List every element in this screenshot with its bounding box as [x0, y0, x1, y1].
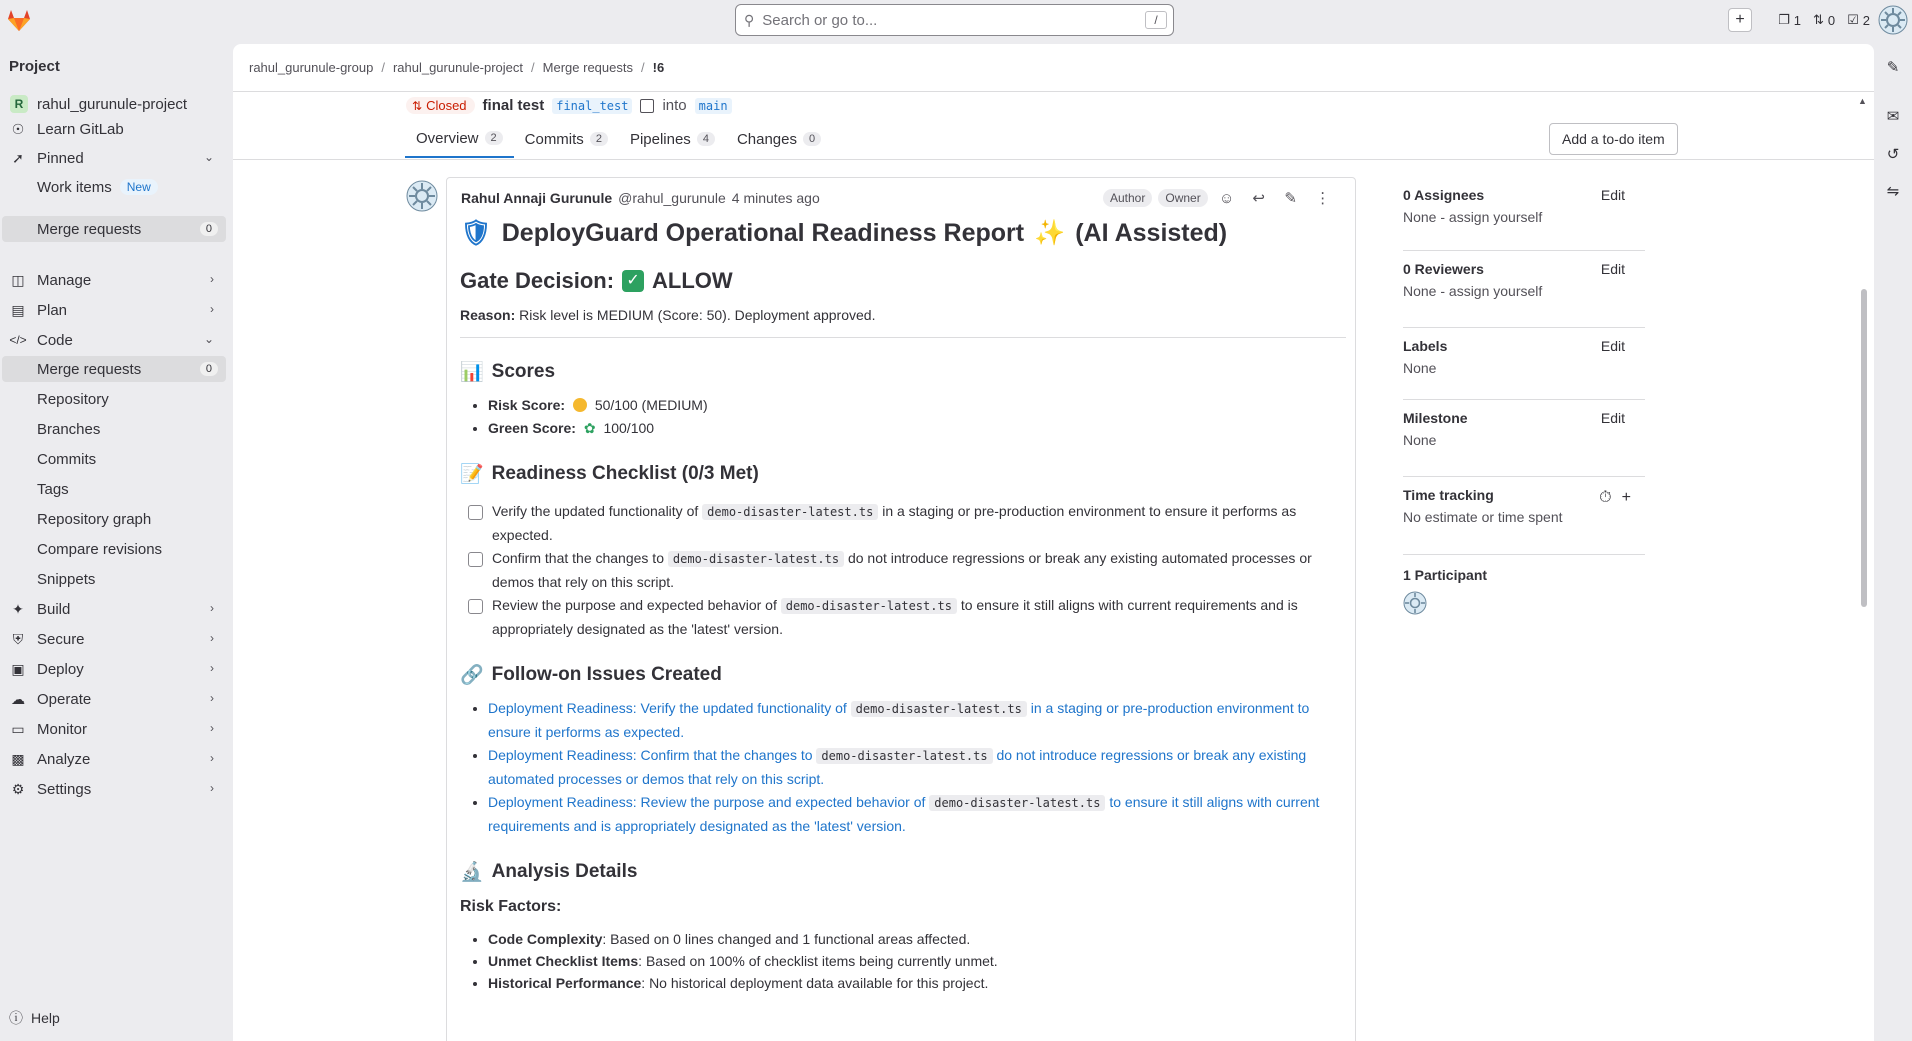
author-username[interactable]: @rahul_gurunule	[618, 190, 726, 206]
list-item	[488, 972, 1346, 994]
users-icon: ◫	[11, 271, 25, 288]
sidebar-item-label: Secure	[37, 630, 85, 648]
chevron-right-icon: ›	[210, 751, 214, 765]
todo-icon: ☑	[1847, 12, 1859, 27]
yellow-circle-icon	[573, 398, 587, 412]
reason-paragraph	[460, 307, 1346, 323]
shield-emoji-icon: 🛡	[460, 218, 492, 247]
labels-edit-button[interactable]: Edit	[1600, 338, 1625, 354]
labels-title: Labels	[1403, 338, 1448, 354]
participant-avatar[interactable]	[1403, 591, 1427, 615]
search-shortcut: /	[1145, 11, 1167, 29]
scrollbar-thumb[interactable]	[1861, 289, 1867, 607]
link-text: Deployment Readiness: Confirm that the changes to	[488, 747, 813, 763]
gear-icon: ⚙	[11, 780, 25, 797]
note-actions	[1103, 186, 1336, 210]
breadcrumb-current[interactable]: !6	[652, 60, 665, 75]
lightbulb-icon: ☉	[11, 120, 25, 137]
milestone-value: None	[1403, 432, 1437, 448]
into-label: into	[662, 97, 687, 114]
plus-icon: +	[1735, 11, 1745, 28]
sidebar-item-branches[interactable]	[2, 416, 226, 442]
divider	[460, 337, 1346, 338]
followon-issue-link[interactable]	[488, 794, 1319, 834]
checklist-item	[460, 594, 1346, 641]
scores-title: Scores	[491, 361, 556, 382]
checklist-item	[460, 500, 1346, 547]
chevron-right-icon: ›	[210, 631, 214, 645]
comment-icon[interactable]: ✉	[1886, 108, 1900, 125]
sidebar-item-label: Plan	[37, 301, 68, 319]
more-actions-icon[interactable]: ⋮	[1315, 190, 1331, 207]
monitor-icon: ▭	[11, 720, 25, 737]
labels-block	[1403, 328, 1645, 400]
list-item	[488, 417, 1346, 440]
list-item	[488, 744, 1346, 791]
status-badge	[406, 97, 475, 114]
pin-icon: ➚	[12, 149, 24, 166]
source-branch[interactable]: final_test	[552, 98, 632, 114]
gitlab-logo-icon[interactable]	[6, 7, 32, 33]
time-tracking-block	[1403, 477, 1645, 555]
assignees-value[interactable]: None - assign yourself	[1403, 209, 1543, 225]
chevron-right-icon: ›	[210, 601, 214, 615]
sidebar-item-plan[interactable]	[2, 297, 226, 323]
microscope-icon: 🔬	[460, 862, 484, 883]
reviewers-block	[1403, 251, 1645, 328]
time-tracking-value: No estimate or time spent	[1403, 509, 1563, 525]
green-score-value: 100/100	[603, 420, 655, 436]
sidebar-item-label: Code	[37, 331, 73, 349]
reason-label: Reason:	[460, 307, 516, 323]
risk-factor-text: : No historical deployment data available for this project.	[641, 975, 989, 991]
sidebar-item-commits[interactable]	[2, 446, 226, 472]
sidebar-item-monitor[interactable]	[2, 716, 226, 742]
link-text: Deployment Readiness: Review the purpose and expected behavior of	[488, 794, 926, 810]
author-badge: Author	[1103, 189, 1152, 207]
search-icon: ⚲	[744, 11, 755, 28]
checklist-text: do not introduce regressions or break any existing automated processes or demos that rely on this script.	[492, 550, 1312, 590]
merge-requests-count: 0	[1827, 12, 1836, 28]
sidebar-item-label: Build	[37, 600, 71, 618]
left-sidebar	[0, 40, 232, 1041]
merge-requests-button[interactable]	[1809, 6, 1839, 34]
assignees-title: 0 Assignees	[1403, 187, 1485, 203]
project-avatar: R	[10, 95, 28, 113]
risk-score-label: Risk Score:	[488, 397, 566, 413]
note-body	[460, 216, 1346, 994]
tab-label: Pipelines	[629, 130, 691, 148]
risk-score-value: 50/100 (MEDIUM)	[594, 397, 708, 413]
mr-tabs	[405, 120, 832, 158]
reviewers-edit-button[interactable]: Edit	[1600, 261, 1625, 277]
reviewers-title: 0 Reviewers	[1403, 261, 1484, 277]
sparkles-emoji-icon: ✨	[1034, 218, 1066, 247]
sidebar-item-deploy[interactable]	[2, 656, 226, 682]
risk-factors-heading: Risk Factors:	[460, 898, 562, 915]
breadcrumb-section[interactable]: Merge requests	[542, 60, 633, 75]
task-checkbox[interactable]	[468, 599, 483, 614]
risk-factor-label: Code Complexity	[488, 931, 603, 947]
tab-count: 2	[590, 132, 608, 146]
sidebar-item-label: Analyze	[37, 750, 91, 768]
breadcrumb-separator: /	[640, 60, 645, 75]
inline-code: demo-disaster-latest.ts	[929, 795, 1105, 811]
link-text: do not introduce regressions or break any existing automated processes or demos that rely on this script.	[488, 747, 1307, 787]
mr-title: final test	[482, 97, 545, 114]
sidebar-item-label: Merge requests	[37, 360, 142, 378]
risk-factor-label: Historical Performance	[488, 975, 642, 991]
checklist-text: Review the purpose and expected behavior of	[492, 597, 777, 613]
labels-value: None	[1403, 360, 1437, 376]
sidebar-item-build[interactable]	[2, 596, 226, 622]
list-item	[488, 928, 1346, 950]
sidebar-item-label: Merge requests	[37, 220, 142, 238]
chevron-down-icon: ⌄	[203, 150, 214, 164]
list-item	[488, 950, 1346, 972]
sidebar-item-label: Manage	[37, 271, 92, 289]
code-icon: </>	[9, 333, 27, 347]
note-header	[461, 190, 820, 206]
author-name[interactable]: Rahul Annaji Gurunule	[461, 190, 613, 206]
checklist-text: to ensure it still aligns with current requirements and is appropriately designated as the 'latest' version.	[492, 597, 1298, 637]
tab-changes[interactable]	[726, 120, 832, 158]
sidebar-item-analyze[interactable]	[2, 746, 226, 772]
stopwatch-icon[interactable]: ⏱	[1599, 489, 1612, 506]
scroll-up-arrow-icon[interactable]: ▲	[1858, 96, 1867, 106]
shield-icon: ⛨	[12, 630, 24, 647]
help-label: Help	[31, 1010, 60, 1026]
edit-note-icon[interactable]: ✎	[1886, 59, 1900, 76]
count-badge: 0	[200, 222, 218, 236]
sidebar-item-label: Monitor	[37, 720, 88, 738]
sidebar-item-settings[interactable]	[2, 776, 226, 802]
scores-heading	[460, 360, 1346, 384]
assignees-edit-button[interactable]: Edit	[1600, 187, 1625, 203]
sidebar-item-label: Repository	[37, 390, 109, 408]
sidebar-item-label: Deploy	[37, 660, 84, 678]
divider	[233, 159, 1874, 160]
gate-label: Gate Decision:	[460, 268, 615, 293]
history-icon[interactable]: ↺	[1886, 146, 1900, 163]
gate-decision-heading	[460, 268, 1346, 294]
participants-title: 1 Participant	[1403, 567, 1488, 583]
followon-list	[460, 697, 1346, 838]
reviewers-value[interactable]: None - assign yourself	[1403, 283, 1543, 299]
sidebar-item-secure[interactable]	[2, 626, 226, 652]
risk-factor-text: : Based on 100% of checklist items being currently unmet.	[638, 953, 998, 969]
sidebar-item-learn[interactable]	[2, 116, 226, 142]
note-timestamp[interactable]: 4 minutes ago	[731, 190, 820, 206]
copy-icon[interactable]	[640, 99, 654, 113]
tab-count: 4	[697, 132, 715, 146]
target-branch[interactable]: main	[695, 98, 732, 114]
deploy-icon: ▣	[11, 660, 25, 677]
list-item	[488, 394, 1346, 417]
breadcrumb-separator: /	[381, 60, 385, 75]
issues-count: 1	[1793, 12, 1801, 28]
create-new-button[interactable]	[1728, 8, 1752, 32]
sidebar-item-code-merge-requests[interactable]	[2, 356, 226, 382]
sidebar-item-pinned-merge-requests[interactable]	[2, 216, 226, 242]
report-title-text: DeployGuard Operational Readiness Report	[501, 218, 1025, 247]
top-bar	[0, 0, 1912, 40]
risk-factor-text: : Based on 0 lines changed and 1 functional areas affected.	[602, 931, 971, 947]
inline-code: demo-disaster-latest.ts	[816, 748, 992, 764]
status-label: Closed	[426, 98, 467, 113]
sidebar-item-label: Snippets	[37, 570, 96, 588]
merge-request-closed-icon: ⇅	[412, 98, 423, 113]
compare-icon[interactable]: ⇋	[1886, 183, 1900, 200]
todos-button[interactable]	[1843, 6, 1874, 34]
followon-issue-link[interactable]	[488, 747, 1306, 787]
main-content	[233, 44, 1874, 1041]
todos-count: 2	[1862, 12, 1870, 28]
tab-label: Overview	[416, 129, 479, 147]
link-text: in a staging or pre-production environment to ensure it performs as expected.	[488, 700, 1310, 740]
chevron-right-icon: ›	[210, 781, 214, 795]
user-avatar[interactable]	[1878, 5, 1908, 35]
reply-icon[interactable]: ↩	[1252, 190, 1265, 207]
link-text: Deployment Readiness: Verify the updated functionality of	[488, 700, 847, 716]
followon-issue-link[interactable]	[488, 700, 1309, 740]
list-item	[488, 697, 1346, 744]
sidebar-item-label: Operate	[37, 690, 92, 708]
sidebar-item-manage[interactable]	[2, 267, 226, 293]
sidebar-item-label: rahul_gurunule-project	[37, 95, 188, 113]
milestone-title: Milestone	[1403, 410, 1468, 426]
readiness-checklist	[460, 500, 1346, 641]
analysis-heading	[460, 860, 1346, 884]
sidebar-item-operate[interactable]	[2, 686, 226, 712]
help-icon: ⓘ	[9, 1010, 23, 1026]
checklist-text: Confirm that the changes to	[492, 550, 664, 566]
help-button[interactable]	[9, 1008, 60, 1028]
breadcrumb-project[interactable]: rahul_gurunule-project	[392, 60, 524, 75]
sidebar-item-label: Compare revisions	[37, 540, 163, 558]
count-badge: 0	[200, 362, 218, 376]
checklist-title: Readiness Checklist (0/3 Met)	[491, 463, 759, 484]
tab-pipelines[interactable]	[619, 120, 726, 158]
sidebar-item-project[interactable]	[2, 91, 226, 117]
link-text: to ensure it still aligns with current requirements and is appropriately designated as the 'latest' version.	[488, 794, 1320, 834]
divider	[233, 91, 1874, 92]
tab-label: Changes	[736, 130, 797, 148]
checklist-item	[460, 547, 1346, 594]
sidebar-item-work-items[interactable]	[2, 174, 226, 200]
sidebar-item-label: Settings	[37, 780, 92, 798]
leaf-icon: ✿	[583, 420, 596, 436]
sidebar-item-label: Branches	[37, 420, 101, 438]
tab-count: 2	[485, 131, 503, 145]
sidebar-item-code[interactable]	[2, 327, 226, 353]
mr-sidebar-content	[1403, 177, 1645, 618]
report-title	[460, 216, 1346, 250]
reason-text: Risk level is MEDIUM (Score: 50). Deployment approved.	[519, 307, 876, 323]
chevron-right-icon: ›	[210, 721, 214, 735]
gate-value: ALLOW	[652, 268, 733, 293]
edit-pencil-icon[interactable]: ✎	[1284, 190, 1297, 207]
participants-block	[1403, 555, 1645, 618]
sidebar-item-compare-revisions[interactable]	[2, 536, 226, 562]
cloud-icon: ☁	[11, 690, 25, 707]
tab-count: 0	[803, 132, 821, 146]
inline-code: demo-disaster-latest.ts	[781, 598, 957, 614]
tab-commits[interactable]	[514, 120, 619, 158]
risk-factors-list	[460, 928, 1346, 994]
chevron-right-icon: ›	[210, 691, 214, 705]
inline-code: demo-disaster-latest.ts	[668, 551, 844, 567]
tab-overview[interactable]	[405, 120, 514, 158]
breadcrumb	[249, 60, 664, 75]
breadcrumb-group[interactable]: rahul_gurunule-group	[249, 60, 374, 75]
task-checkbox[interactable]	[468, 552, 483, 567]
chevron-right-icon: ›	[210, 302, 214, 316]
search-input[interactable]	[735, 4, 1174, 36]
add-todo-button[interactable]: Add a to-do item	[1549, 123, 1678, 155]
sidebar-item-tags[interactable]	[2, 476, 226, 502]
sidebar-item-label: Work items	[37, 178, 112, 196]
sidebar-item-label: Learn GitLab	[37, 120, 124, 138]
milestone-edit-button[interactable]: Edit	[1600, 410, 1625, 426]
mr-description-note	[446, 177, 1356, 1041]
sidebar-item-label: Tags	[37, 480, 69, 498]
memo-icon: 📝	[460, 464, 484, 485]
sidebar-item-snippets[interactable]	[2, 566, 226, 592]
chevron-right-icon: ›	[210, 272, 214, 286]
merge-request-icon: ⇅	[1812, 12, 1824, 27]
breadcrumb-separator: /	[531, 60, 535, 75]
sidebar-title: Project	[9, 58, 60, 75]
sidebar-item-label: Repository graph	[37, 510, 152, 528]
sidebar-item-repository-graph[interactable]	[2, 506, 226, 532]
task-checkbox[interactable]	[468, 505, 483, 520]
checklist-text: in a staging or pre-production environment to ensure it performs as expected.	[492, 503, 1297, 543]
chevron-right-icon: ›	[210, 661, 214, 675]
report-title-suffix: (AI Assisted)	[1075, 218, 1228, 247]
green-score-label: Green Score:	[488, 420, 576, 436]
emoji-reaction-icon[interactable]: ☺	[1219, 189, 1235, 207]
followon-title: Follow-on Issues Created	[491, 664, 722, 685]
sidebar-item-pinned[interactable]	[2, 145, 226, 171]
checklist-text: Verify the updated functionality of	[492, 503, 699, 519]
owner-badge: Owner	[1158, 189, 1207, 207]
new-badge: New	[120, 179, 158, 195]
issues-icon: ❐	[1778, 12, 1790, 27]
time-tracking-actions	[1599, 489, 1631, 507]
top-bar-actions	[1728, 0, 1912, 40]
list-item	[488, 791, 1346, 838]
checklist-heading	[460, 462, 1346, 486]
inline-code: demo-disaster-latest.ts	[702, 504, 878, 520]
time-tracking-title: Time tracking	[1403, 487, 1494, 503]
planning-icon: ▤	[11, 301, 25, 318]
search-placeholder: Search or go to...	[762, 11, 878, 29]
link-icon: 🔗	[460, 665, 484, 686]
plus-icon[interactable]: +	[1621, 489, 1631, 506]
milestone-block	[1403, 400, 1645, 477]
followon-heading	[460, 663, 1346, 687]
right-rail	[1874, 44, 1912, 1041]
chart-icon: ▩	[11, 750, 25, 767]
issues-button[interactable]	[1774, 6, 1805, 34]
sidebar-item-repository[interactable]	[2, 386, 226, 412]
sidebar-item-label: Commits	[37, 450, 97, 468]
inline-code: demo-disaster-latest.ts	[851, 701, 1027, 717]
analysis-title: Analysis Details	[491, 861, 638, 882]
sidebar-item-label: Pinned	[37, 149, 84, 167]
scores-list	[460, 394, 1346, 440]
chevron-down-icon: ⌄	[203, 332, 214, 346]
rocket-icon: ✦	[12, 600, 24, 617]
risk-factor-label: Unmet Checklist Items	[488, 953, 639, 969]
mr-status-row	[406, 97, 732, 114]
check-mark-icon: ✓	[622, 270, 644, 292]
author-avatar[interactable]	[406, 180, 438, 212]
assignees-block	[1403, 177, 1645, 251]
bar-chart-icon: 📊	[460, 362, 484, 383]
tab-label: Commits	[524, 130, 584, 148]
